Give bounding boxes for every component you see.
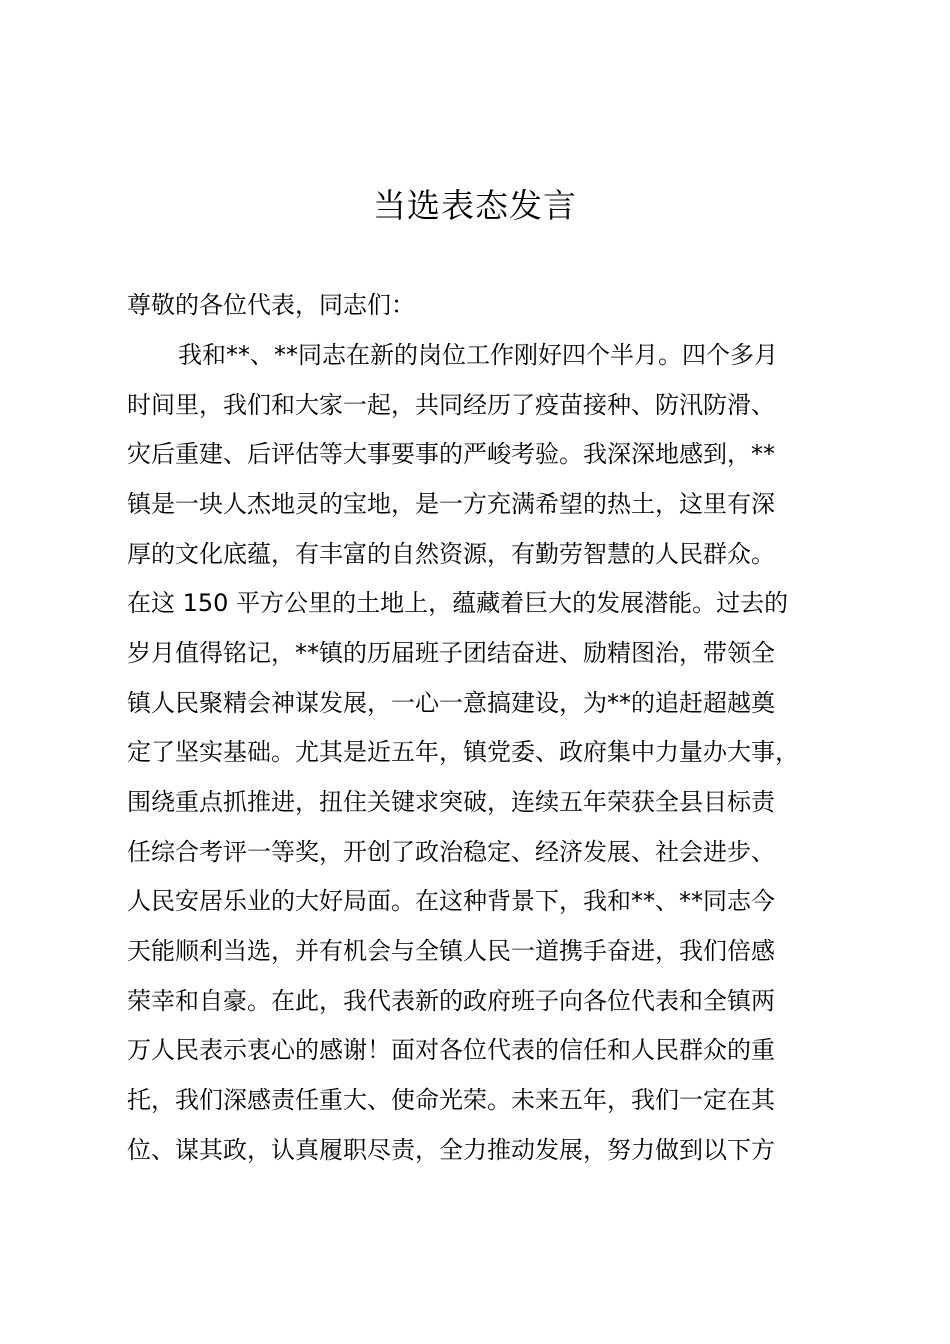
- paragraph-line: 我和**、**同志在新的岗位工作刚好四个半月。四个多月: [178, 341, 778, 369]
- paragraph-line: 荣幸和自豪。在此，我代表新的政府班子向各位代表和全镇两: [127, 987, 775, 1015]
- paragraph-line: 围绕重点抓推进，扭住关键求突破，连续五年荣获全县目标责: [127, 788, 775, 816]
- paragraph-line: 岁月值得铭记，**镇的历届班子团结奋进、励精图治，带领全: [127, 639, 775, 667]
- paragraph-line: 任综合考评一等奖，开创了政治稳定、经济发展、社会进步、: [127, 838, 775, 866]
- paragraph-line: 镇是一块人杰地灵的宝地，是一方充满希望的热土，这里有深: [127, 490, 775, 518]
- paragraph-line: 人民安居乐业的大好局面。在这种背景下，我和**、**同志今: [127, 887, 775, 915]
- paragraph-line: 天能顺利当选，并有机会与全镇人民一道携手奋进，我们倍感: [127, 937, 775, 965]
- document-title: 当选表态发言: [373, 186, 577, 225]
- salutation: 尊敬的各位代表，同志们：: [127, 291, 415, 319]
- paragraph-line: 厚的文化底蕴，有丰富的自然资源，有勤劳智慧的人民群众。: [127, 540, 775, 568]
- paragraph-line: 镇人民聚精会神谋发展，一心一意搞建设，为**的追赶超越奠: [127, 689, 775, 717]
- paragraph-line: 定了坚实基础。尤其是近五年，镇党委、政府集中力量办大事，: [127, 738, 799, 766]
- paragraph-line: 位、谋其政，认真履职尽责，全力推动发展，努力做到以下方: [127, 1136, 775, 1164]
- paragraph-line: 万人民表示衷心的感谢！面对各位代表的信任和人民群众的重: [127, 1036, 775, 1064]
- paragraph-line: 灾后重建、后评估等大事要事的严峻考验。我深深地感到，**: [127, 440, 775, 468]
- paragraph-line: 托，我们深感责任重大、使命光荣。未来五年，我们一定在其: [127, 1086, 775, 1114]
- paragraph-line: 在这 150 平方公里的土地上，蕴藏着巨大的发展潜能。过去的: [127, 589, 789, 617]
- paragraph-line: 时间里，我们和大家一起，共同经历了疫苗接种、防汛防滑、: [127, 391, 775, 419]
